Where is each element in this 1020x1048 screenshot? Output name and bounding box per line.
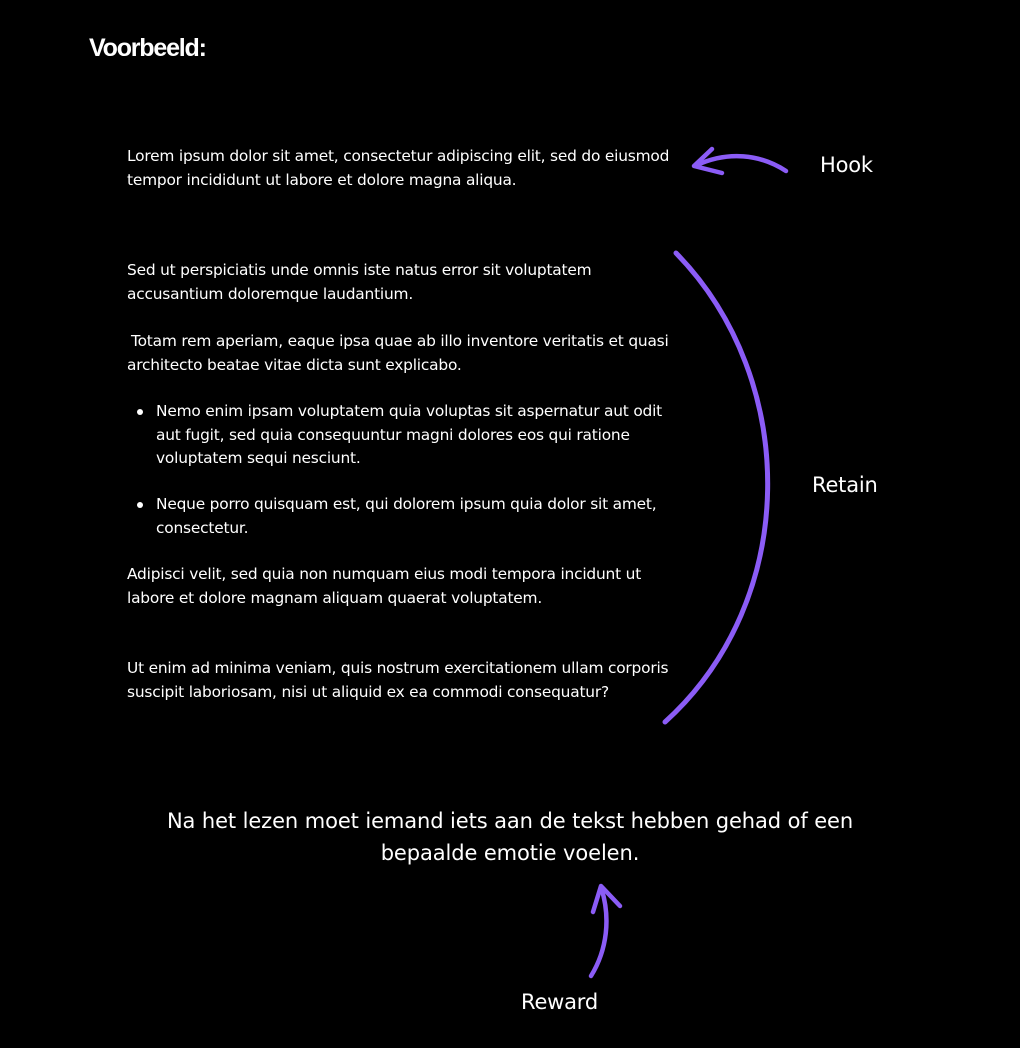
- bullet-list: [127, 400, 687, 471]
- retain-label: Retain: [812, 473, 878, 497]
- bracket-arc-icon: [665, 253, 768, 722]
- curved-arrow-left-icon: [694, 149, 786, 173]
- list-item: Nemo enim ipsam voluptatem quia voluptas sit aspernatur aut odit aut fugit, sed quia consequuntur magni dolores eos qui ratione voluptatem sequi nesciunt.: [127, 400, 676, 471]
- hook-label: Hook: [820, 153, 873, 177]
- retain-paragraph-4: Ut enim ad minima veniam, quis nostrum exercitationem ullam corporis suscipit laboriosam, nisi ut aliquid ex ea commodi consequatur?: [127, 659, 669, 701]
- list-item: Neque porro quisquam est, qui dolorem ipsum quia dolor sit amet, consectetur.: [127, 493, 676, 540]
- bullet-list: [127, 493, 687, 540]
- curved-arrow-up-icon: [591, 886, 620, 976]
- page-title: Voorbeeld:: [89, 34, 206, 62]
- retain-paragraph-3: Adipisci velit, sed quia non numquam eius modi tempora incidunt ut labore et dolore magnam aliquam quaerat voluptatem.: [127, 565, 642, 607]
- reward-conclusion: Na het lezen moet iemand iets aan de tekst hebben gehad of een bepaalde emotie voelen.: [166, 809, 854, 865]
- retain-paragraph-1: Sed ut perspiciatis unde omnis iste natus error sit voluptatem accusantium doloremque laudantium.: [127, 261, 592, 303]
- retain-paragraph-2: Totam rem aperiam, eaque ipsa quae ab illo inventore veritatis et quasi architecto beatae vitae dicta sunt explicabo.: [127, 332, 669, 374]
- reward-label: Reward: [521, 990, 599, 1014]
- hook-paragraph: Lorem ipsum dolor sit amet, consectetur adipiscing elit, sed do eiusmod tempor incididunt ut labore et dolore magna aliqua.: [127, 147, 670, 189]
